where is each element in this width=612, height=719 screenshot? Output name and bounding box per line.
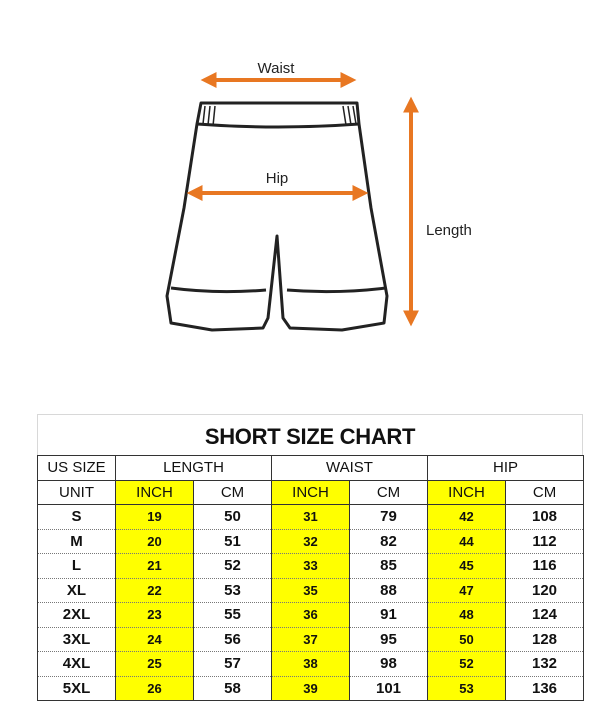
waist-cm-cell: 101 (350, 676, 428, 701)
hip-cm-cell: 128 (506, 627, 584, 652)
waist-cm-cell: 88 (350, 578, 428, 603)
size-cell: S (38, 505, 116, 530)
chart-title: SHORT SIZE CHART (37, 414, 583, 455)
hip-cm-cell: 132 (506, 652, 584, 677)
waist-inch-cell: 36 (272, 603, 350, 628)
hip-cm-header: CM (506, 480, 584, 505)
length-cm-cell: 56 (194, 627, 272, 652)
table-row (38, 578, 584, 603)
waist-inch-cell: 32 (272, 529, 350, 554)
table-row (38, 603, 584, 628)
waist-cm-cell: 91 (350, 603, 428, 628)
length-cm-cell: 55 (194, 603, 272, 628)
length-cm-cell: 58 (194, 676, 272, 701)
hip-inch-cell: 48 (428, 603, 506, 628)
hip-label: Hip (265, 170, 289, 187)
waist-inch-cell: 31 (272, 505, 350, 530)
header-us-size: US SIZE (38, 456, 116, 481)
waist-cm-cell: 85 (350, 554, 428, 579)
table-row (38, 554, 584, 579)
waist-inch-cell: 37 (272, 627, 350, 652)
waist-cm-cell: 79 (350, 505, 428, 530)
hip-inch-cell: 53 (428, 676, 506, 701)
size-cell: 3XL (38, 627, 116, 652)
length-inch-cell: 24 (116, 627, 194, 652)
length-inch-cell: 22 (116, 578, 194, 603)
hip-cm-cell: 108 (506, 505, 584, 530)
length-inch-header: INCH (116, 480, 194, 505)
length-inch-cell: 20 (116, 529, 194, 554)
waist-cm-cell: 98 (350, 652, 428, 677)
length-cm-cell: 51 (194, 529, 272, 554)
table-row (38, 529, 584, 554)
table-header-row (38, 456, 584, 481)
table-row (38, 676, 584, 701)
waist-inch-cell: 35 (272, 578, 350, 603)
size-cell: 2XL (38, 603, 116, 628)
waist-inch-cell: 33 (272, 554, 350, 579)
header-waist: WAIST (272, 456, 428, 481)
hip-cm-cell: 124 (506, 603, 584, 628)
hip-cm-cell: 136 (506, 676, 584, 701)
waist-cm-cell: 95 (350, 627, 428, 652)
hip-inch-cell: 52 (428, 652, 506, 677)
header-length: LENGTH (116, 456, 272, 481)
waist-cm-header: CM (350, 480, 428, 505)
table-row (38, 627, 584, 652)
length-cm-cell: 50 (194, 505, 272, 530)
length-cm-header: CM (194, 480, 272, 505)
shorts-outline (167, 103, 387, 330)
unit-label: UNIT (38, 480, 116, 505)
length-inch-cell: 21 (116, 554, 194, 579)
table-units-row (38, 480, 584, 505)
hip-inch-cell: 47 (428, 578, 506, 603)
hip-cm-cell: 116 (506, 554, 584, 579)
length-cm-cell: 53 (194, 578, 272, 603)
hip-cm-cell: 120 (506, 578, 584, 603)
size-table (37, 455, 584, 701)
size-chart (37, 414, 583, 701)
waist-inch-cell: 38 (272, 652, 350, 677)
header-hip: HIP (428, 456, 584, 481)
length-cm-cell: 52 (194, 554, 272, 579)
length-cm-cell: 57 (194, 652, 272, 677)
hip-inch-header: INCH (428, 480, 506, 505)
size-cell: XL (38, 578, 116, 603)
hip-inch-cell: 50 (428, 627, 506, 652)
table-row (38, 505, 584, 530)
waist-inch-cell: 39 (272, 676, 350, 701)
size-cell: L (38, 554, 116, 579)
size-cell: M (38, 529, 116, 554)
length-inch-cell: 26 (116, 676, 194, 701)
length-inch-cell: 19 (116, 505, 194, 530)
waist-label: Waist (257, 60, 295, 77)
size-cell: 5XL (38, 676, 116, 701)
length-inch-cell: 25 (116, 652, 194, 677)
hip-inch-cell: 44 (428, 529, 506, 554)
waist-cm-cell: 82 (350, 529, 428, 554)
waist-inch-header: INCH (272, 480, 350, 505)
hip-inch-cell: 42 (428, 505, 506, 530)
table-row (38, 652, 584, 677)
size-cell: 4XL (38, 652, 116, 677)
hip-inch-cell: 45 (428, 554, 506, 579)
length-label: Length (426, 222, 472, 239)
length-inch-cell: 23 (116, 603, 194, 628)
hip-cm-cell: 112 (506, 529, 584, 554)
